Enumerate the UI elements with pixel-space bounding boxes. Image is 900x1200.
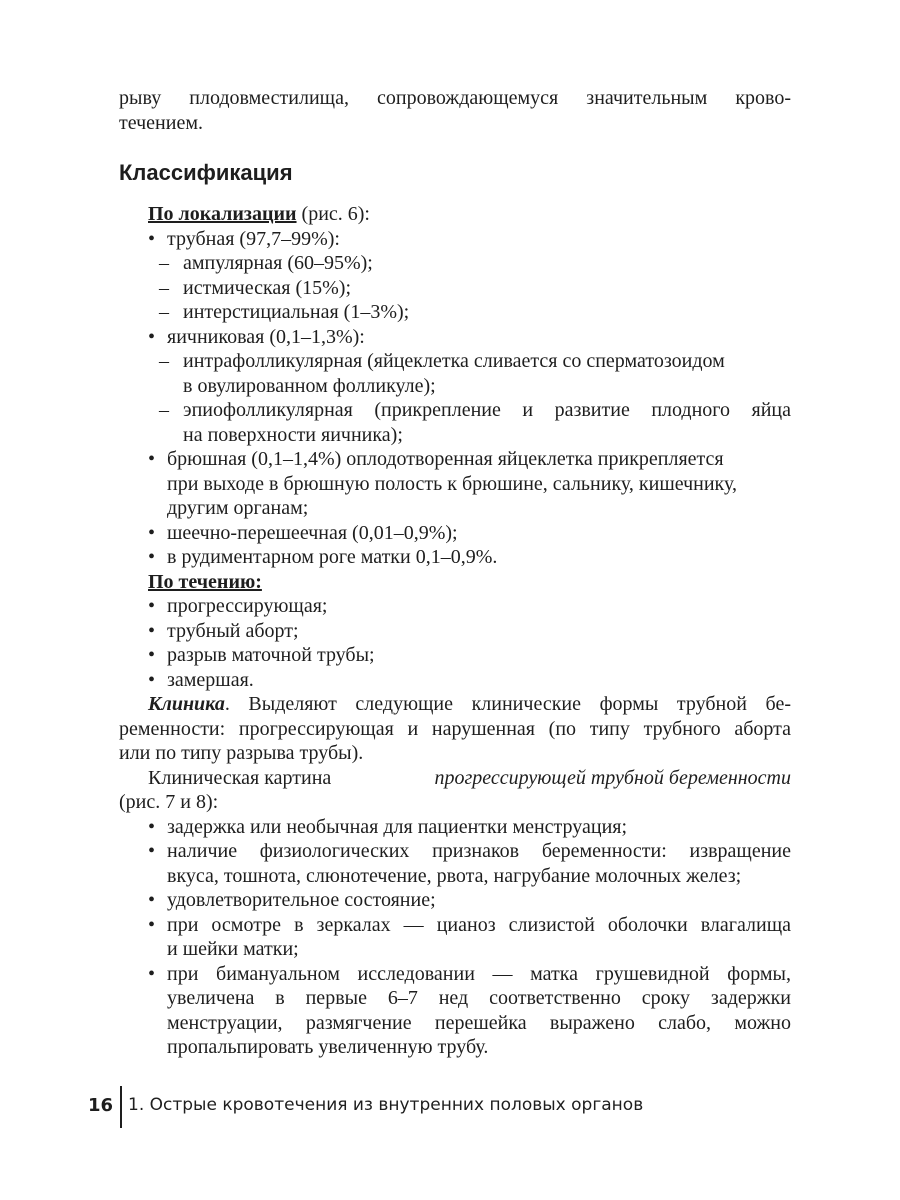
section-heading: Классификация <box>119 160 293 185</box>
bullet-marker: • <box>148 619 156 642</box>
list-item: • наличие физиологических признаков беременности: извращение <box>148 840 791 862</box>
course-subheading <box>119 570 791 595</box>
bullet-marker: • <box>148 668 156 691</box>
text-line: ременности: прогрессирующая и нарушенная (по типу трубного аборта <box>119 717 791 740</box>
footer-divider <box>120 1086 122 1128</box>
bullet-marker: • <box>148 227 156 250</box>
list-item: • разрыв маточной трубы; <box>148 644 375 666</box>
page-number: 16 <box>88 1095 114 1116</box>
localization-ref: (рис. 6): <box>296 203 370 225</box>
list-subitem-continuation: на поверхности яичника); <box>183 423 403 446</box>
localization-label: По локализации <box>148 203 297 225</box>
list-item: • удовлетворительное состояние; <box>148 889 436 911</box>
classification-list <box>119 202 791 1060</box>
list-item-continuation: другим органам; <box>167 497 309 519</box>
bullet-marker: • <box>148 889 156 911</box>
chapter-title: 1. Острые кровотечения из внутренних половых органов <box>128 1095 644 1115</box>
bullet-marker: • <box>148 962 156 985</box>
list-item-continuation: увеличена в первые 6–7 нед соответственно сроку задержки <box>167 987 791 1009</box>
list-item: • яичниковая (0,1–1,3%): <box>148 325 365 348</box>
clinic-label: Клиника <box>148 693 225 715</box>
list-item-continuation: и шейки матки; <box>167 938 299 960</box>
list-subitem: – эпиофолликулярная (прикрепление и развитие плодного яйца <box>159 399 791 421</box>
list-item: • при осмотре в зеркалах — цианоз слизистой оболочки влагалища <box>148 913 791 936</box>
bullet-marker: • <box>148 448 156 470</box>
dash-marker: – <box>159 301 169 323</box>
bullet-marker: • <box>148 644 156 666</box>
text-line: течением. <box>119 111 203 134</box>
text-line: рыву плодовместилища, сопровождающемуся значительным крово- <box>119 87 791 109</box>
list-item-continuation: менструации, размягчение перешейка выражено слабо, можно <box>167 1011 791 1034</box>
bullet-marker: • <box>148 815 156 838</box>
list-subitem-continuation: в овулированном фолликуле); <box>183 374 436 397</box>
bullet-marker: • <box>148 595 156 617</box>
list-item-continuation: вкуса, тошнота, слюнотечение, рвота, нагрубание молочных желез; <box>167 864 742 887</box>
dash-marker: – <box>159 276 169 299</box>
bullet-marker: • <box>148 521 156 544</box>
list-item: • трубная (97,7–99%): <box>148 227 340 250</box>
list-item: • прогрессирующая; <box>148 595 328 617</box>
bullet-marker: • <box>148 913 156 936</box>
dash-marker: – <box>159 252 169 274</box>
list-subitem: – ампулярная (60–95%); <box>159 252 373 274</box>
list-item: • задержка или необычная для пациентки менструация; <box>148 815 628 838</box>
bullet-marker: • <box>148 840 156 862</box>
text-line: (рис. 7 и 8): <box>119 791 219 813</box>
list-item: • в рудиментарном роге матки 0,1–0,9%. <box>148 546 498 568</box>
intro-paragraph <box>119 86 791 135</box>
clinic-paragraph: Клиника . Выделяют следующие клинические формы трубной бе- <box>148 693 791 715</box>
list-item-continuation: при выходе в брюшную полость к брюшине, сальнику, кишечнику, <box>167 472 737 495</box>
dash-marker: – <box>159 399 169 421</box>
list-item: • при бимануальном исследовании — матка грушевидной формы, <box>148 962 791 985</box>
localization-subheading <box>119 202 791 227</box>
list-subitem: – интрафолликулярная (яйцеклетка сливается со сперматозоидом <box>159 350 725 372</box>
text-line: или по типу разрыва трубы). <box>119 742 364 764</box>
bullet-marker: • <box>148 546 156 568</box>
emphasis-text: прогрессирующей трубной беременности <box>434 766 791 789</box>
list-subitem: – истмическая (15%); <box>159 276 352 299</box>
list-item-continuation: пропальпировать увеличенную трубу. <box>167 1036 489 1058</box>
list-item: • замершая. <box>148 668 254 691</box>
list-item: • шеечно-перешеечная (0,01–0,9%); <box>148 521 458 544</box>
bullet-marker: • <box>148 325 156 348</box>
page-footer <box>88 1086 648 1128</box>
list-item: • трубный аборт; <box>148 619 299 642</box>
list-subitem: – интерстициальная (1–3%); <box>159 301 410 323</box>
dash-marker: – <box>159 350 169 372</box>
list-item: • брюшная (0,1–1,4%) оплодотворенная яйцеклетка прикрепляется <box>148 448 724 470</box>
course-label: По течению: <box>148 570 262 593</box>
picture-paragraph: Клиническая картина прогрессирующей трубной беременности <box>148 766 791 789</box>
